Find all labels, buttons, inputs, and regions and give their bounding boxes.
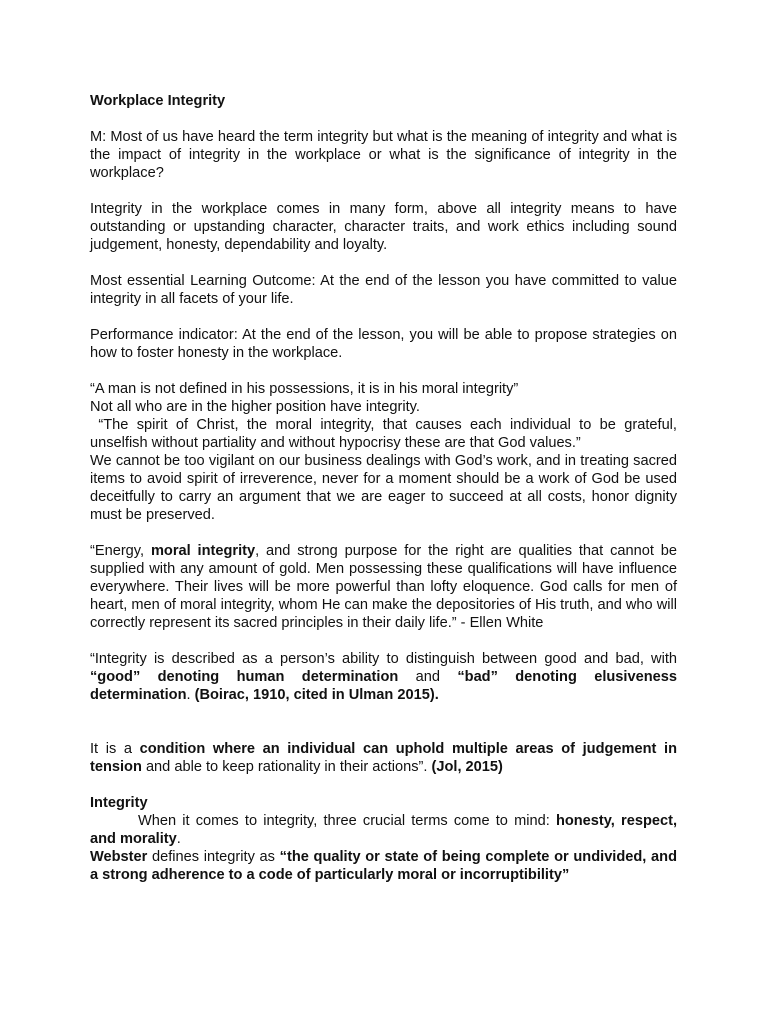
quote-line-vigilant: We cannot be too vigilant on our business dealings with God’s work, and in treating sacred items to avoid spirit of irreverence, never for a moment should be a work of God be used deceitfully to carry an argument that we are eager to succeed at all costs, honor dignity must be preserved. [90, 453, 677, 523]
webster-definition: “the quality or state of being complete or undivided, and a strong adherence to a code of particularly moral or incorruptibility” [90, 849, 677, 883]
webster-name: Webster [90, 849, 148, 865]
integrity-heading [90, 794, 677, 812]
integrity-heading-text: Integrity [90, 795, 148, 811]
terms-text-start: When it comes to integrity, three crucial terms come to mind: [138, 813, 556, 829]
quote-line-position: Not all who are in the higher position have integrity. [90, 399, 420, 415]
boirac-bad-phrase: “bad” denoting elusiveness determination [90, 669, 677, 703]
energy-quote-paragraph [90, 542, 677, 632]
jol-text-middle: and able to keep rationality in their actions”. [141, 759, 432, 775]
energy-bold-phrase: moral integrity [150, 543, 256, 559]
quote-line-man: “A man is not defined in his possessions, it is in his moral integrity” [90, 381, 519, 397]
boirac-text-start: “Integrity is described as a person’s ability to distinguish between good and bad, with [90, 651, 677, 667]
boirac-good-phrase: “good” denoting human determination [90, 669, 399, 685]
boirac-citation: (Boirac, 1910, cited in Ulman 2015). [194, 687, 439, 703]
terms-period: . [176, 831, 181, 847]
intro-paragraph: M: Most of us have heard the term integrity but what is the meaning of integrity and what is the impact of integrity in the workplace or what is the significance of integrity in the workplace? [90, 129, 677, 181]
webster-paragraph [90, 848, 677, 884]
document-body [90, 92, 682, 884]
webster-text: defines integrity as [147, 849, 280, 865]
jol-quote-paragraph [90, 740, 677, 776]
jol-citation: (Jol, 2015) [431, 759, 503, 775]
boirac-quote-paragraph [90, 650, 677, 704]
energy-text-start: “Energy, [90, 543, 151, 559]
learning-outcome-paragraph: Most essential Learning Outcome: At the end of the lesson you have committed to value integrity in all facets of your life. [90, 273, 677, 307]
jol-text-start: It is a [90, 741, 140, 757]
document-title: Workplace Integrity [90, 93, 226, 109]
definition-paragraph: Integrity in the workplace comes in many form, above all integrity means to have outstanding or upstanding character, character traits, and work ethics including sound judgement, honesty, dependability and loyalty. [90, 201, 677, 253]
quote-line-spirit: “The spirit of Christ, the moral integrity, that causes each individual to be grateful, unselfish without partiality and without hypocrisy these are that God values.” [90, 417, 682, 451]
energy-text-end: , and strong purpose for the right are qualities that cannot be supplied with any amount of gold. Men possessing these qualifications will have influence everywhere. Their lives will be more powerful than lofty eloquence. God calls for men of heart, men of moral integrity, whom He can make the depositories of His truth, and who will correctly represent its sacred principles in their daily life.” - Ellen White [90, 543, 677, 631]
terms-bold-phrase: honesty, respect, and morality [90, 813, 677, 847]
performance-indicator-paragraph: Performance indicator: At the end of the lesson, you will be able to propose strategies on how to foster honesty in the workplace. [90, 327, 677, 361]
boirac-text-and: and [398, 669, 458, 685]
jol-bold-phrase: condition where an individual can uphold multiple areas of judgement in tension [90, 741, 677, 775]
terms-paragraph [90, 812, 677, 848]
boirac-text-period: . [186, 687, 195, 703]
